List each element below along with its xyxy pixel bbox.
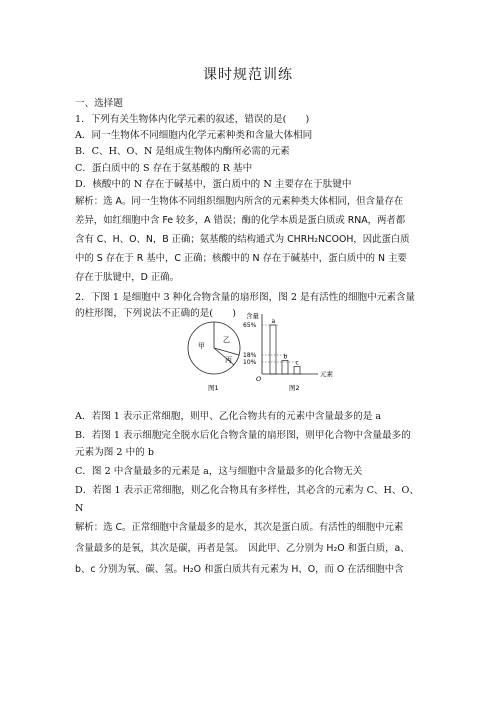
bar-b [282,360,288,374]
q2-option-d: D．若图 1 表示正常细胞，则乙化合物具有多样性，其必含的元素为 C、H、O、 [75,485,419,496]
y-tick-label: 65% [243,322,257,329]
q2-explanation-line: 解析：选 C。正常细胞中含量最多的是水，其次是蛋白质。有活性的细胞中元素 [75,522,404,533]
q1-explanation-line: 存在于肽键中，D 正确。 [75,272,179,283]
y-axis-label: 含量 [246,312,259,320]
q2-option-b: B．若图 1 表示细胞完全脱水后化合物含量的扇形图，则甲化合物中含量最多的 [75,430,411,441]
bar-a [270,325,276,374]
q2-option-b-cont: 元素为图 2 中的 b [75,447,154,458]
q1-explanation-line: 含有 C、H、O、N，B 正确；氨基酸的结构通式为 CHRH₂NCOOH，因此蛋白质 [75,234,410,245]
pie-chart [188,322,240,392]
q2-option-a: A．若图 1 表示正常细胞，则甲、乙化合物共有的元素中含量最多的是 a [75,411,382,422]
bar-label-a: a [271,318,276,325]
q2-stem-line: 的柱形图，下列说法不正确的是( ) [75,308,236,319]
fig1-caption: 图1 [208,384,219,392]
q2-option-d-cont: N [75,503,84,514]
figure-diagram [178,310,338,406]
q1-stem: 1．下列有关生物体内化学元素的叙述，错误的是( ) [75,114,310,125]
fig2-caption: 图2 [289,384,300,392]
x-axis-label: 元素 [320,370,333,378]
y-tick-label: 10% [243,359,257,366]
pie-label-yi: 乙 [223,336,230,344]
q2-explanation-line: 含量最多的是氧，其次是碳，再者是氢。 因此甲、乙分别为 H₂O 和蛋白质，a、 [75,543,410,554]
q1-option-c: C．蛋白质中的 S 存在于氨基酸的 R 基中 [75,163,253,174]
origin-label: O [256,375,262,383]
q1-option-a: A．同一生物体不同细胞内化学元素种类和含量大体相同 [75,130,313,141]
y-tick-label: 18% [243,352,257,359]
q2-option-c: C．图 2 中含量最多的元素是 a，这与细胞中含量最多的化合物无关 [75,466,363,477]
q1-explanation-line: 中的 S 存在于 R 基中，C 正确；核酸中的 N 存在于碱基中，蛋白质中的 N 主要 [75,253,407,264]
bar-chart [243,311,334,392]
q1-option-b: B．C、H、O、N 是组成生物体内酶所必需的元素 [75,146,290,157]
bar-label-b: b [283,353,288,361]
pie-label-jia: 甲 [198,342,205,350]
section-heading: 一、选择题 [75,98,123,109]
q2-stem-line: 2．下图 1 是细胞中 3 种化合物含量的扇形图，图 2 是有活性的细胞中元素含量 [75,292,416,303]
q2-explanation-line: b、c 分别为氧、碳、氢。H₂O 和蛋白质共有元素为 H、O，而 O 在活细胞中含 [75,564,404,575]
page-title: 课时规范训练 [203,67,293,83]
pie-label-bing: 丙 [225,356,232,364]
q1-explanation-line: 差异，如红细胞中含 Fe 较多，A 错误；酶的化学本质是蛋白质或 RNA，两者都 [75,215,406,226]
q1-option-d: D．核酸中的 N 存在于碱基中，蛋白质中的 N 主要存在于肽键中 [75,179,352,190]
bar-c [294,366,300,374]
q1-explanation-line: 解析：选 A。同一生物体不同组织细胞内所含的元素种类大体相同，但含量存在 [75,196,404,207]
bar-label-c: c [295,359,299,367]
